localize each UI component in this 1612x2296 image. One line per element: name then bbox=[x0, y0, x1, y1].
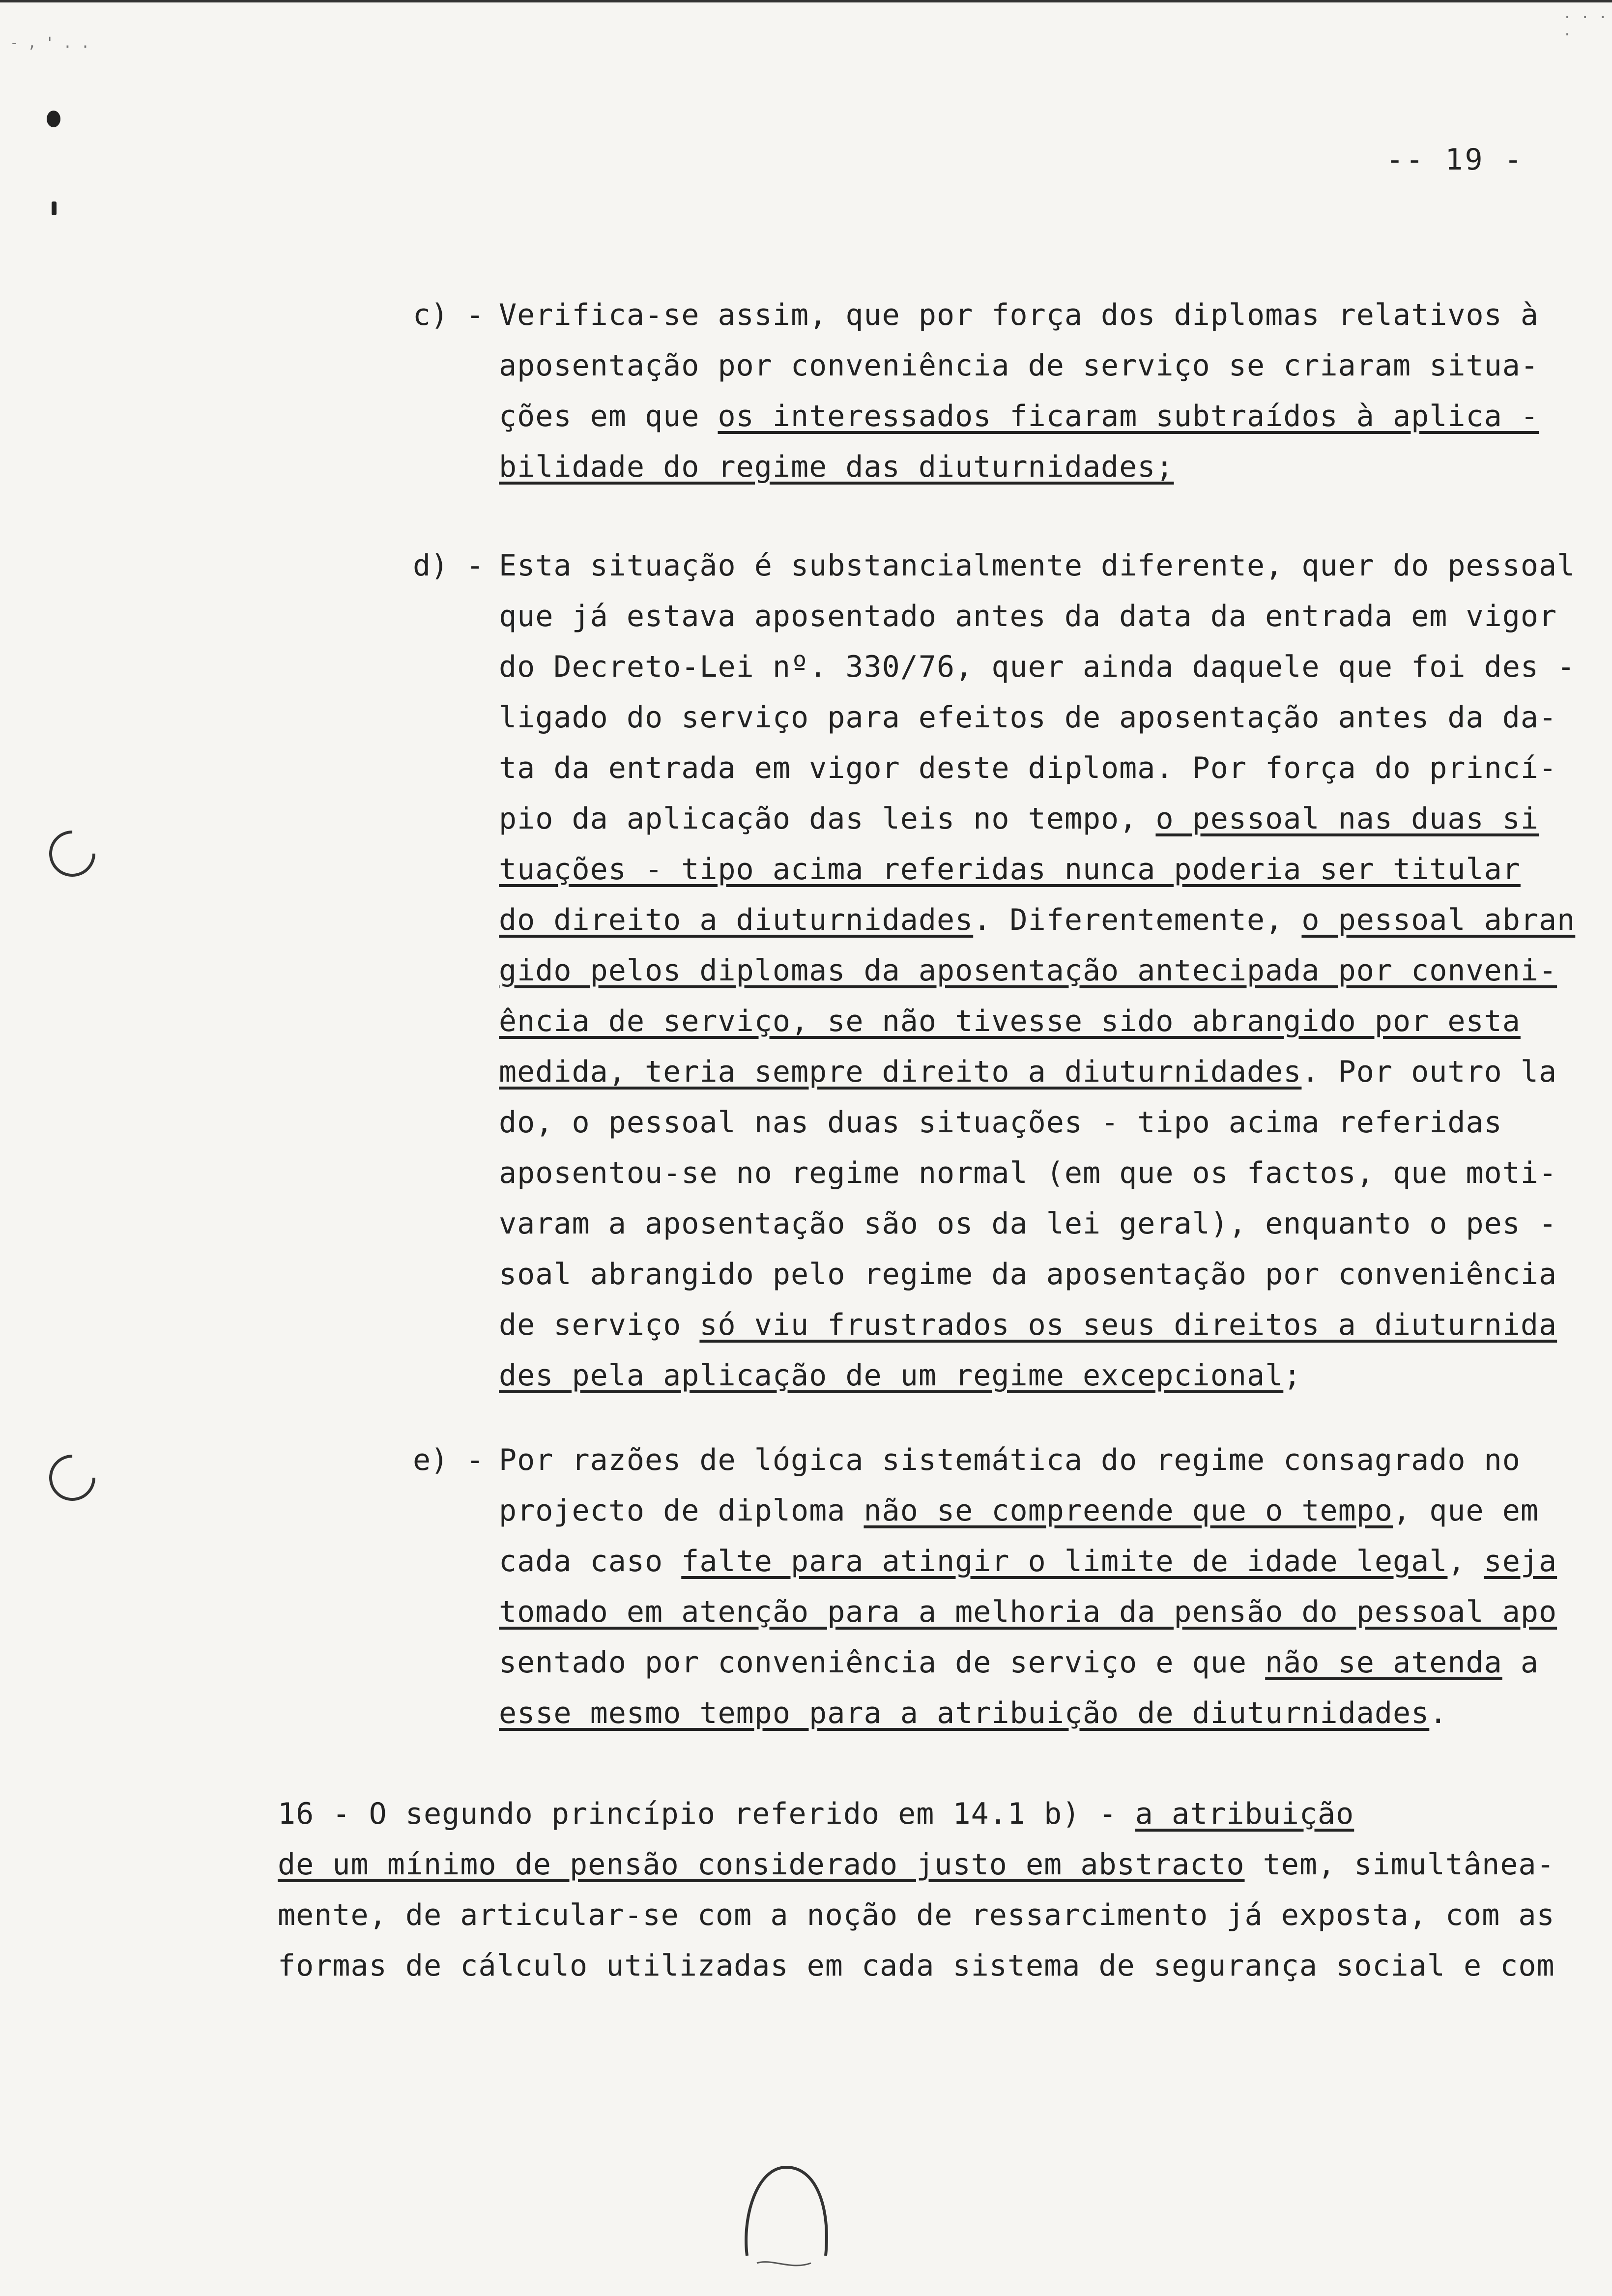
ink-speck bbox=[52, 201, 57, 215]
text-segment: cada caso bbox=[499, 1544, 682, 1578]
item-c-text bbox=[499, 290, 1539, 492]
scan-mark: - , ' . . bbox=[10, 34, 90, 52]
text-segment: ta da entrada em vigor deste diploma. Por força do princí- bbox=[499, 751, 1557, 785]
text-segment: aposentação por conveniência de serviço se criaram situa- bbox=[499, 348, 1539, 383]
text-line bbox=[499, 946, 1575, 996]
underlined-text: gido pelos diplomas da aposentação antecipada por conveni- bbox=[499, 953, 1557, 988]
text-segment: pio da aplicação das leis no tempo, bbox=[499, 802, 1156, 836]
text-line bbox=[499, 290, 1539, 341]
ink-speck bbox=[47, 111, 60, 127]
text-line bbox=[499, 1350, 1575, 1401]
text-line bbox=[499, 1688, 1557, 1739]
text-line bbox=[499, 844, 1575, 895]
text-segment: projecto de diploma bbox=[499, 1493, 864, 1528]
text-segment: , que em bbox=[1393, 1493, 1539, 1528]
text-segment: . bbox=[1429, 1696, 1448, 1730]
text-line bbox=[499, 895, 1575, 946]
text-line bbox=[499, 743, 1575, 794]
text-segment: , bbox=[1447, 1544, 1484, 1578]
text-segment: do, o pessoal nas duas situações - tipo acima referidas bbox=[499, 1105, 1502, 1140]
text-line bbox=[499, 391, 1539, 442]
text-segment: ções em que bbox=[499, 399, 718, 433]
text-line bbox=[278, 1890, 1555, 1941]
text-segment: varam a aposentação são os da lei geral), enquanto o pes - bbox=[499, 1206, 1557, 1241]
text-line bbox=[499, 1637, 1557, 1688]
section-16-text bbox=[278, 1789, 1555, 1991]
underlined-text: falte para atingir o limite de idade legal bbox=[681, 1544, 1448, 1578]
scan-top-edge bbox=[0, 0, 1612, 2]
text-segment: ligado do serviço para efeitos de aposentação antes da da- bbox=[499, 700, 1557, 735]
text-line bbox=[278, 1839, 1555, 1890]
text-segment: 16 - O segundo princípio referido em 14.1 b) - bbox=[278, 1797, 1135, 1831]
text-line bbox=[499, 1047, 1575, 1097]
text-line bbox=[499, 591, 1575, 642]
text-line bbox=[499, 1435, 1557, 1486]
text-segment: formas de cálculo utilizadas em cada sistema de segurança social e com bbox=[278, 1949, 1555, 1983]
text-segment: a bbox=[1502, 1645, 1539, 1680]
text-segment: Esta situação é substancialmente diferente, quer do pessoal bbox=[499, 548, 1576, 583]
text-segment: tem, simultânea- bbox=[1244, 1847, 1555, 1882]
underlined-text: a atribuição bbox=[1135, 1797, 1354, 1831]
scan-mark: . . . . bbox=[1563, 5, 1608, 39]
text-segment: . Diferentemente, bbox=[973, 903, 1302, 937]
underlined-text: esse mesmo tempo para a atribuição de diuturnidades bbox=[499, 1696, 1430, 1730]
item-marker-c: c) - bbox=[413, 298, 484, 332]
text-segment: que já estava aposentado antes da data da entrada em vigor bbox=[499, 599, 1557, 633]
underlined-text: os interessados ficaram subtraídos à aplica - bbox=[718, 399, 1539, 433]
text-line bbox=[499, 1199, 1575, 1249]
text-segment: mente, de articular-se com a noção de ressarcimento já exposta, com as bbox=[278, 1898, 1555, 1932]
underlined-text: do direito a diuturnidades bbox=[499, 903, 974, 937]
underlined-text: não se compreende que o tempo bbox=[864, 1493, 1393, 1528]
text-segment: ; bbox=[1283, 1358, 1302, 1393]
item-marker-e: e) - bbox=[413, 1443, 484, 1477]
text-line bbox=[499, 1249, 1575, 1300]
text-segment: aposentou-se no regime normal (em que os factos, que moti- bbox=[499, 1156, 1557, 1190]
text-segment: sentado por conveniência de serviço e que bbox=[499, 1645, 1266, 1680]
underlined-text: medida, bbox=[499, 1055, 645, 1089]
underlined-text: só viu frustrados os seus direitos a diuturnida bbox=[699, 1308, 1557, 1342]
text-segment: soal abrangido pelo regime da aposentação por conveniência bbox=[499, 1257, 1557, 1292]
underlined-text: de um mínimo de pensão considerado justo em abstracto bbox=[278, 1847, 1245, 1882]
text-segment: Verifica-se assim, que por força dos diplomas relativos à bbox=[499, 298, 1539, 332]
text-line bbox=[499, 1097, 1575, 1148]
underlined-text: ência de serviço, se não tivesse sido abrangido por esta bbox=[499, 1004, 1521, 1038]
underlined-text: seja bbox=[1484, 1544, 1557, 1578]
text-line bbox=[278, 1789, 1555, 1839]
underlined-text: o pessoal abran bbox=[1301, 903, 1576, 937]
item-d-text bbox=[499, 541, 1575, 1401]
text-segment: Por razões de lógica sistemática do regime consagrado no bbox=[499, 1443, 1521, 1477]
text-line bbox=[278, 1941, 1555, 1991]
text-line bbox=[499, 1587, 1557, 1637]
underlined-text: não se atenda bbox=[1265, 1645, 1502, 1680]
page-number: -- 19 - bbox=[1386, 143, 1524, 177]
text-line bbox=[499, 341, 1539, 391]
item-e-text bbox=[499, 1435, 1557, 1739]
text-line bbox=[499, 996, 1575, 1047]
text-line bbox=[499, 1536, 1557, 1587]
punch-hole bbox=[40, 821, 105, 887]
underlined-text: tomado em atenção para a melhoria da pensão do pessoal apo bbox=[499, 1595, 1557, 1629]
text-segment: do Decreto-Lei nº. 330/76, quer ainda daquele que foi des - bbox=[499, 650, 1576, 684]
text-line bbox=[499, 1148, 1575, 1199]
text-line bbox=[499, 692, 1575, 743]
underlined-text: o pessoal nas duas si bbox=[1155, 802, 1539, 836]
text-line bbox=[499, 1486, 1557, 1536]
text-line bbox=[499, 642, 1575, 692]
underlined-text: teria sempre direito a diuturnidades bbox=[644, 1055, 1302, 1089]
underlined-text: des pela aplicação de um regime excepcional bbox=[499, 1358, 1284, 1393]
signature-mark bbox=[737, 2157, 835, 2275]
text-segment: . Por outro la bbox=[1301, 1055, 1557, 1089]
text-line bbox=[499, 442, 1539, 492]
text-line bbox=[499, 1300, 1575, 1350]
text-segment: de serviço bbox=[499, 1308, 700, 1342]
punch-hole bbox=[40, 1445, 105, 1511]
text-line bbox=[499, 794, 1575, 844]
underlined-text: bilidade do regime das diuturnidades; bbox=[499, 450, 1174, 484]
underlined-text: tuações - tipo acima referidas nunca poderia ser titular bbox=[499, 852, 1521, 887]
text-line bbox=[499, 541, 1575, 591]
item-marker-d: d) - bbox=[413, 548, 484, 583]
